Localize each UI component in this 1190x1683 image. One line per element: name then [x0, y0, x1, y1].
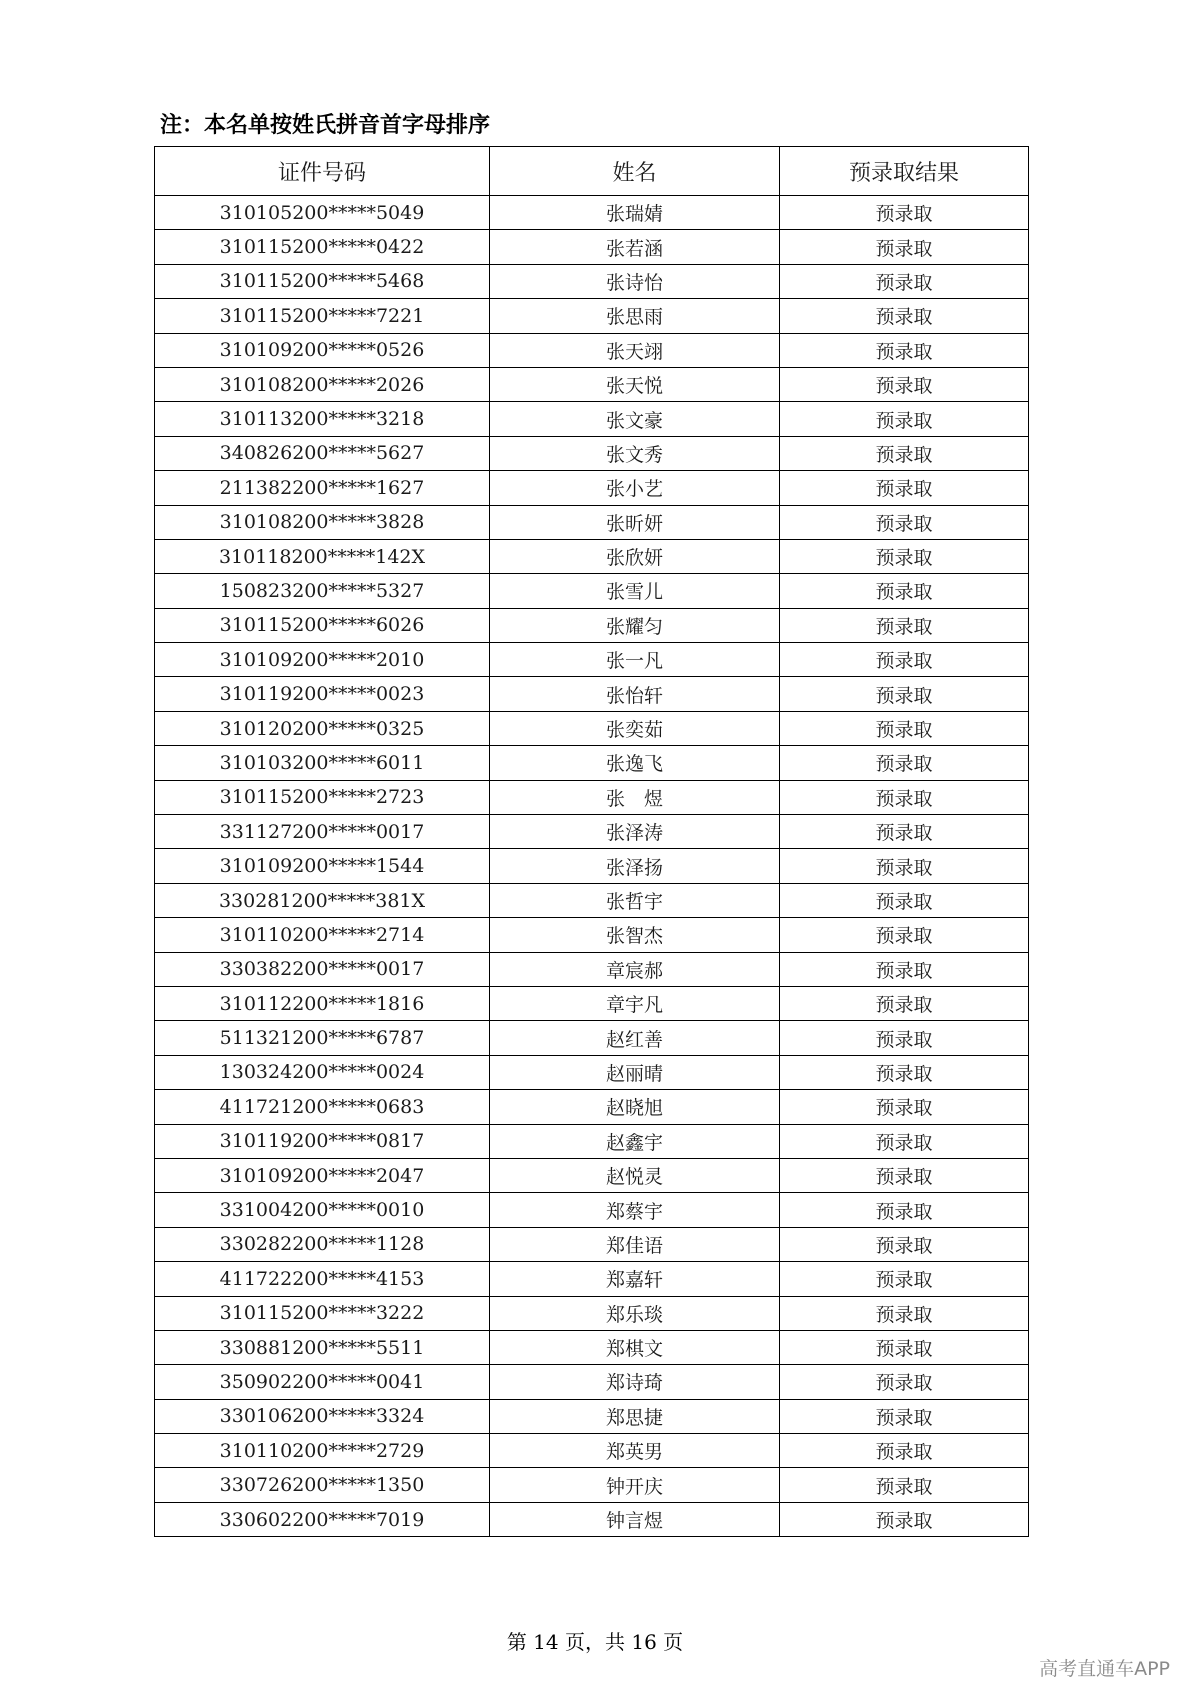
result-cell: 预录取	[780, 471, 1029, 505]
result-cell: 预录取	[780, 299, 1029, 333]
name-cell: 张怡轩	[490, 677, 780, 711]
id-cell: 511321200*****6787	[155, 1021, 490, 1055]
id-cell: 330106200*****3324	[155, 1399, 490, 1433]
result-cell: 预录取	[780, 1021, 1029, 1055]
result-cell: 预录取	[780, 608, 1029, 642]
table-row	[155, 1090, 1029, 1124]
table-row	[155, 746, 1029, 780]
table-row	[155, 677, 1029, 711]
result-cell: 预录取	[780, 1330, 1029, 1364]
id-cell: 330726200*****1350	[155, 1468, 490, 1502]
result-cell: 预录取	[780, 1468, 1029, 1502]
table-row	[155, 1227, 1029, 1261]
page-number: 第 14 页，共 16 页	[506, 1630, 684, 1654]
id-cell: 310112200*****1816	[155, 986, 490, 1020]
sort-note: 注：本名单按姓氏拼音首字母排序	[160, 113, 491, 138]
id-cell: 310105200*****5049	[155, 196, 490, 230]
id-cell: 310115200*****0422	[155, 230, 490, 264]
id-cell: 310119200*****0817	[155, 1124, 490, 1158]
name-cell: 张瑞婧	[490, 196, 780, 230]
admission-table	[154, 146, 1029, 1537]
table-row	[155, 505, 1029, 539]
name-cell: 张雪儿	[490, 574, 780, 608]
table-row	[155, 196, 1029, 230]
id-cell: 350902200*****0041	[155, 1365, 490, 1399]
name-cell: 张奕茹	[490, 711, 780, 745]
table-row	[155, 918, 1029, 952]
table-header-row	[155, 147, 1029, 196]
name-cell: 张文秀	[490, 436, 780, 470]
table-row	[155, 471, 1029, 505]
table-row	[155, 711, 1029, 745]
name-cell: 张昕妍	[490, 505, 780, 539]
name-cell: 赵红善	[490, 1021, 780, 1055]
result-cell: 预录取	[780, 367, 1029, 401]
table-row	[155, 608, 1029, 642]
name-cell: 赵丽晴	[490, 1055, 780, 1089]
id-cell: 310115200*****7221	[155, 299, 490, 333]
name-cell: 张逸飞	[490, 746, 780, 780]
table-row	[155, 1502, 1029, 1536]
result-cell: 预录取	[780, 815, 1029, 849]
name-cell: 章宸郝	[490, 952, 780, 986]
table-row	[155, 1262, 1029, 1296]
result-cell: 预录取	[780, 402, 1029, 436]
table-row	[155, 333, 1029, 367]
id-cell: 310108200*****3828	[155, 505, 490, 539]
table-row	[155, 1158, 1029, 1192]
header-id-number: 证件号码	[155, 147, 490, 196]
id-cell: 310103200*****6011	[155, 746, 490, 780]
result-cell: 预录取	[780, 264, 1029, 298]
id-cell: 310113200*****3218	[155, 402, 490, 436]
name-cell: 郑蔡宇	[490, 1193, 780, 1227]
table-row	[155, 986, 1029, 1020]
table-row	[155, 1365, 1029, 1399]
name-cell: 郑佳语	[490, 1227, 780, 1261]
header-result: 预录取结果	[780, 147, 1029, 196]
name-cell: 郑棋文	[490, 1330, 780, 1364]
name-cell: 张天翊	[490, 333, 780, 367]
id-cell: 130324200*****0024	[155, 1055, 490, 1089]
name-cell: 章宇凡	[490, 986, 780, 1020]
id-cell: 310118200*****142X	[155, 539, 490, 573]
name-cell: 郑思捷	[490, 1399, 780, 1433]
result-cell: 预录取	[780, 1124, 1029, 1158]
id-cell: 330382200*****0017	[155, 952, 490, 986]
result-cell: 预录取	[780, 539, 1029, 573]
name-cell: 张一凡	[490, 643, 780, 677]
table-row	[155, 1330, 1029, 1364]
id-cell: 330881200*****5511	[155, 1330, 490, 1364]
id-cell: 330282200*****1128	[155, 1227, 490, 1261]
table-row	[155, 299, 1029, 333]
result-cell: 预录取	[780, 333, 1029, 367]
result-cell: 预录取	[780, 1399, 1029, 1433]
name-cell: 张思雨	[490, 299, 780, 333]
name-cell: 张小艺	[490, 471, 780, 505]
table-row	[155, 264, 1029, 298]
table-row	[155, 367, 1029, 401]
name-cell: 钟言煜	[490, 1502, 780, 1536]
table-row	[155, 1296, 1029, 1330]
result-cell: 预录取	[780, 1158, 1029, 1192]
result-cell: 预录取	[780, 1434, 1029, 1468]
table-body	[155, 196, 1029, 1537]
result-cell: 预录取	[780, 1227, 1029, 1261]
table-row	[155, 1055, 1029, 1089]
name-cell: 张泽扬	[490, 849, 780, 883]
id-cell: 150823200*****5327	[155, 574, 490, 608]
result-cell: 预录取	[780, 849, 1029, 883]
result-cell: 预录取	[780, 918, 1029, 952]
id-cell: 310109200*****2047	[155, 1158, 490, 1192]
table-row	[155, 1193, 1029, 1227]
id-cell: 310109200*****2010	[155, 643, 490, 677]
table-row	[155, 952, 1029, 986]
name-cell: 张 煜	[490, 780, 780, 814]
result-cell: 预录取	[780, 574, 1029, 608]
result-cell: 预录取	[780, 952, 1029, 986]
id-cell: 411722200*****4153	[155, 1262, 490, 1296]
table-row	[155, 1021, 1029, 1055]
result-cell: 预录取	[780, 196, 1029, 230]
table-row	[155, 402, 1029, 436]
result-cell: 预录取	[780, 1090, 1029, 1124]
result-cell: 预录取	[780, 505, 1029, 539]
name-cell: 郑英男	[490, 1434, 780, 1468]
table-row	[155, 539, 1029, 573]
id-cell: 340826200*****5627	[155, 436, 490, 470]
id-cell: 310120200*****0325	[155, 711, 490, 745]
table-row	[155, 849, 1029, 883]
result-cell: 预录取	[780, 1193, 1029, 1227]
table-row	[155, 815, 1029, 849]
result-cell: 预录取	[780, 711, 1029, 745]
table-row	[155, 1468, 1029, 1502]
id-cell: 310115200*****5468	[155, 264, 490, 298]
name-cell: 张智杰	[490, 918, 780, 952]
result-cell: 预录取	[780, 677, 1029, 711]
table-row	[155, 436, 1029, 470]
result-cell: 预录取	[780, 230, 1029, 264]
id-cell: 310109200*****1544	[155, 849, 490, 883]
id-cell: 331127200*****0017	[155, 815, 490, 849]
result-cell: 预录取	[780, 1296, 1029, 1330]
table-row	[155, 1434, 1029, 1468]
name-cell: 赵悦灵	[490, 1158, 780, 1192]
table-row	[155, 574, 1029, 608]
result-cell: 预录取	[780, 780, 1029, 814]
name-cell: 张诗怡	[490, 264, 780, 298]
id-cell: 310110200*****2729	[155, 1434, 490, 1468]
result-cell: 预录取	[780, 436, 1029, 470]
id-cell: 310109200*****0526	[155, 333, 490, 367]
result-cell: 预录取	[780, 746, 1029, 780]
table-row	[155, 1399, 1029, 1433]
name-cell: 郑嘉轩	[490, 1262, 780, 1296]
id-cell: 330281200*****381X	[155, 883, 490, 917]
result-cell: 预录取	[780, 1365, 1029, 1399]
table-row	[155, 230, 1029, 264]
table-row	[155, 1124, 1029, 1158]
name-cell: 郑诗琦	[490, 1365, 780, 1399]
id-cell: 310115200*****6026	[155, 608, 490, 642]
name-cell: 赵晓旭	[490, 1090, 780, 1124]
id-cell: 330602200*****7019	[155, 1502, 490, 1536]
name-cell: 张天悦	[490, 367, 780, 401]
name-cell: 张哲宇	[490, 883, 780, 917]
watermark: 高考直通车APP	[1039, 1658, 1170, 1680]
result-cell: 预录取	[780, 883, 1029, 917]
id-cell: 331004200*****0010	[155, 1193, 490, 1227]
name-cell: 张欣妍	[490, 539, 780, 573]
id-cell: 310119200*****0023	[155, 677, 490, 711]
name-cell: 张泽涛	[490, 815, 780, 849]
header-name: 姓名	[490, 147, 780, 196]
result-cell: 预录取	[780, 643, 1029, 677]
id-cell: 411721200*****0683	[155, 1090, 490, 1124]
result-cell: 预录取	[780, 986, 1029, 1020]
name-cell: 张文豪	[490, 402, 780, 436]
result-cell: 预录取	[780, 1262, 1029, 1296]
id-cell: 310115200*****3222	[155, 1296, 490, 1330]
id-cell: 310108200*****2026	[155, 367, 490, 401]
id-cell: 211382200*****1627	[155, 471, 490, 505]
result-cell: 预录取	[780, 1055, 1029, 1089]
result-cell: 预录取	[780, 1502, 1029, 1536]
name-cell: 郑乐琰	[490, 1296, 780, 1330]
name-cell: 张耀匀	[490, 608, 780, 642]
id-cell: 310115200*****2723	[155, 780, 490, 814]
table-row	[155, 643, 1029, 677]
name-cell: 赵鑫宇	[490, 1124, 780, 1158]
name-cell: 钟开庆	[490, 1468, 780, 1502]
name-cell: 张若涵	[490, 230, 780, 264]
table-row	[155, 780, 1029, 814]
table-row	[155, 883, 1029, 917]
id-cell: 310110200*****2714	[155, 918, 490, 952]
